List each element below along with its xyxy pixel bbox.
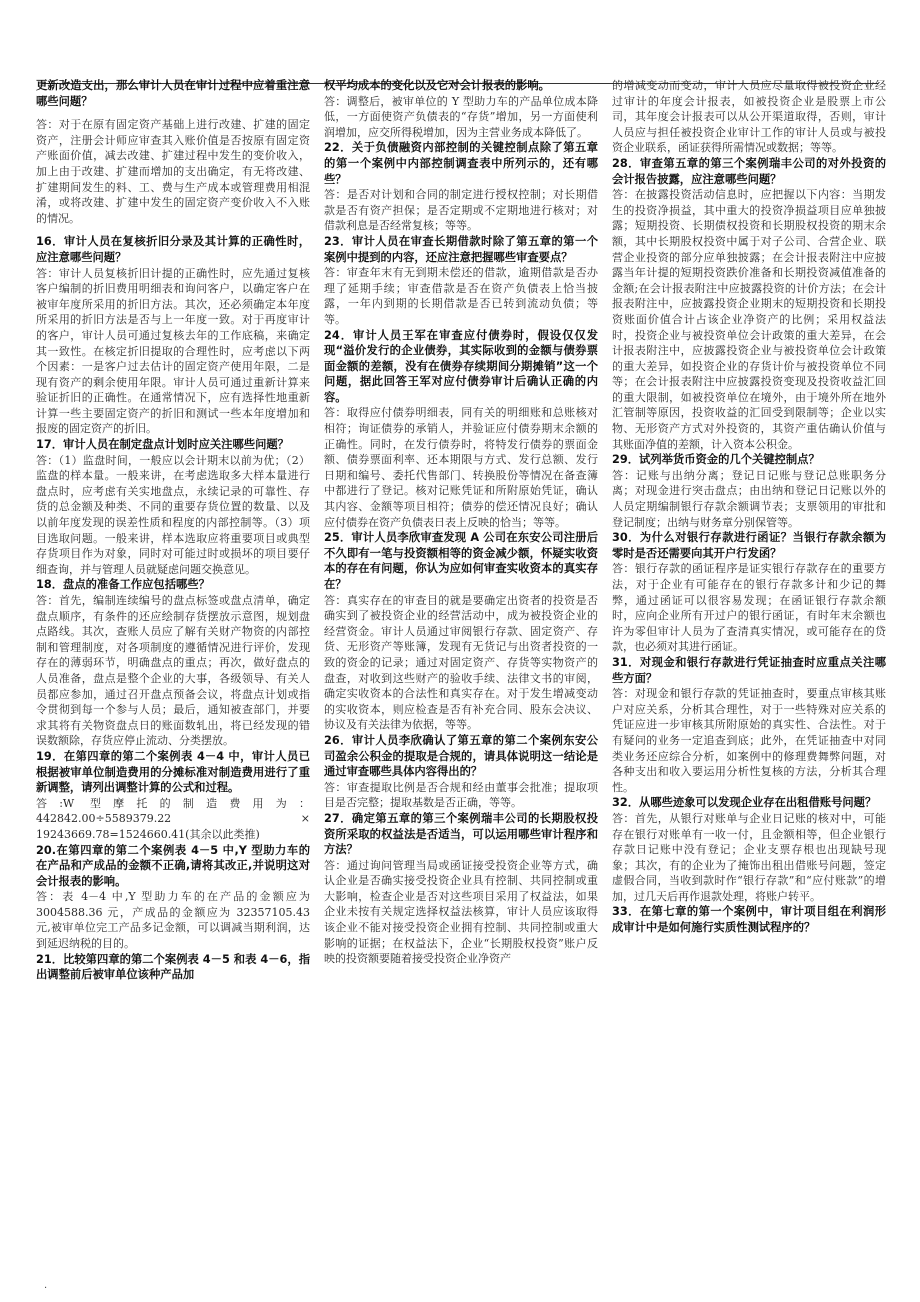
- question-heading: 更新改造支出，那么审计人员在审计过程中应着重注意哪些问题？: [36, 79, 310, 108]
- answer-paragraph: 答：调整后，被审单位的 Y 型助力车的产品单位成本降低，一方面使资产负债表的“存货”增加，另一方面使利润增加，应交所得税增加，因为主营业务成本降低了。: [324, 94, 598, 139]
- answer-paragraph: 答：银行存款的函证程序是证实银行存款存在的重要方法，对于企业有可能存在的银行存款多计和少记的舞弊，通过函证可以很容易发现；在函证银行存款余额时，应向企业所有开过户的银行函证，有时年末余额也许为零但审计人员为了查清真实情况，或可能存在的贷款，也必须对其进行函证。: [612, 562, 886, 654]
- question-heading: 31．对现金和银行存款进行凭证抽查时应重点关注哪些方面？: [612, 655, 886, 685]
- answer-paragraph: 答：对于在原有固定资产基础上进行改建、扩建的固定资产，注册会计师应审查其入账价值是否按原有固定资产账面价值，减去改建、扩建过程中发生的变价收入，加上由于改建、扩建而增加的支出确定，有无将改建、扩建期间发生的料、工、费与生产成本或管理费用相混淆，或将改建、扩建中发生的固定资产变价收入不入账的情况。: [36, 118, 310, 225]
- question-heading: 17．审计人员在制定盘点计划时应关注哪些问题？: [36, 438, 289, 452]
- question-heading: 23．审计人员在审查长期借款时除了第五章的第一个案例中提到的内容，还应注意把握哪些审查要点？: [324, 234, 598, 264]
- question-heading: 20.在第四章的第二个案例表 4－5 中,Y 型助力车的在产品和产成品的金额不正确,请将其改正,并说明这对会计报表的影响。: [36, 843, 310, 888]
- answer-paragraph: 答：在披露投资活动信息时，应把握以下内容：当期发生的投资净损益，其中重大的投资净损益项目应单独披露；短期投资、长期债权投资和长期股权投资的期末余额，其中长期股权投资中属于对子公司、合营企业、联营企业投资的部分应单独披露；在会计报表附注中应披露当年计提的短期投资跌价准备和长期投资减值准备的金额;在会计报表附注中应披露投资的计价方法；在会计报表附注中，应披露投资企业期末的短期投资和长期投资账面价值合计占该企业净资产的比例；采用权益法时，投资企业与被投资单位会计政策的重大差异，在会计报表附注中，应披露投资企业与被投资单位会计政策的重大差异，如投资企业的存货计价与被投资单位不同等；在会计报表附注中应披露投资变现及投资收益汇回的重大限制，如被投资单位在境外，由于境外所在地外汇管制等原因，投资收益的汇回受到限制等；企业以实物、无形资产方式对外投资的，其资产重估确认价值与其账面净值的差额，计入资本公积金。: [612, 188, 886, 451]
- question-heading: 27．确定第五章的第三个案例瑞丰公司的长期股权投资所采取的权益法是否适当，可以运用哪些审计程序和方法？: [324, 811, 598, 857]
- answer-paragraph: 答：真实存在的审查目的就是要确定出资者的投资是否确实到了被投资企业的经营活动中，成为被投资企业的经营资金。审计人员通过审阅银行存款、固定资产、存货、无形资产等账簿，发现有无货记与出资者投资的一致的资金的记录；通过对固定资产、存货等实物资产的盘查，对收到这些财产的验收手续、法律文书的审阅，确定实收资本的合法性和真实存在。对于发生增减变动的实收资本，则应检查是否有补充合同、股东会决议、协议及有关法律为依据，等等。: [324, 593, 598, 732]
- question-heading: 29．试列举货币资金的几个关键控制点？: [612, 453, 820, 467]
- question-heading: 26．审计人员李欣确认了第五章的第二个案例东安公司盈余公积金的提取是合规的，请具体说明这一结论是通过审查哪些具体内容得出的？: [324, 733, 598, 779]
- answer-paragraph: 答:W 型摩托的制造费用为： 442842.00÷5589379.22 × 19243669.78=1524660.41(其余以此类推): [36, 796, 310, 841]
- answer-paragraph: 答：是否对计划和合同的制定进行授权控制；对长期借款是否有资产担保；是否定期或不定期地进行核对；对借款利息是否经常复核；等等。: [324, 188, 598, 233]
- question-heading: 21．比较第四章的第二个案例表 4－5 和表 4－6，指出调整前后被审单位该种产品加: [36, 952, 310, 982]
- answer-paragraph: 答：审查提取比例是否合规和经由董事会批准；提取项目是否完整；提取基数是否正确，等等。: [324, 780, 598, 810]
- answer-paragraph: 答：记账与出纳分离；登记日记账与登记总账职务分离；对现金进行突击盘点；由出纳和登记日记账以外的人员定期编制银行存款余额调节表；支票领用的审批和登记制度；出纳与财务章分别保管等。: [612, 468, 886, 529]
- answer-paragraph: 答：审计人员复核折旧计提的正确性时，应先通过复核客户编制的折旧费用明细表和询问客户，以确定客户在被审年度所采用的折旧方法。其次，还必须确定本年度所采用的折旧方法是否与上一年度一致。对于再度审计的客户，审计人员可通过复核去年的工作底稿，来确定其一致性。在核定折旧提取的合理性时，应考虑以下两个因素：一是客户过去估计的固定资产使用年限，二是现有资产的剩余使用年限。审计人员可通过重新计算来验证折旧的正确性。在通常情况下，应有选择性地重新计算一些主要固定资产的折旧和测试一些本年度增加和报废的固定资产的折旧。: [36, 266, 310, 436]
- answer-paragraph: 答：首先，从银行对账单与企业日记账的核对中，可能存在银行对账单有一收一付，且金额相等，但企业银行存款日记账中没有登记；企业支票存根也出现缺号现象；其次，有的企业为了掩饰出租出借账号问题，签定虚假合同，当收到款时作“银行存款”和“应付账款”的增加，过几天后再作退款处理，将账户转平。: [612, 811, 886, 903]
- answer-paragraph: 答：首先，编制连续编号的盘点标签或盘点清单，确定盘点顺序，有条件的还应绘制存货摆放示意图，规划盘点路线。其次，查账人员应了解有关财产物资的内部控制和管理制度，对各项制度的遵循情况进行评价，发现存在的薄弱环节，明确盘点的重点；再次，做好盘点的人员准备，盘点是整个企业的大事，各级领导、有关人员都应参加，通过召开盘点预备会议，将盘点计划或指令贯彻到每一个参与人员；最后，通知被查部门，并要求其将有关物资盘点日的账面数轧出，将已经发现的错误数额除，存货应停止流动、分类摆放。: [36, 594, 310, 748]
- answer-paragraph: 的增减变动而变动，审计人员应尽量取得被投资企业经过审计的年度会计报表，如被投资企业是股票上市公司，其年度会计报表可以从公开渠道取得，否则，审计人员应与担任被投资企业审计工作的审计人员或与被投资企业联系，函证获得所需情况或数据；等等。: [612, 79, 886, 155]
- question-heading: 33．在第七章的第一个案例中，审计项目组在利润形成审计中是如何施行实质性测试程序的？: [612, 905, 886, 935]
- question-heading: 22．关于负债融资内部控制的关键控制点除了第五章的第一个案例中内部控制调查表中所列示的，还有哪些？: [324, 141, 598, 186]
- question-heading: 25．审计人员李欣审查发现 A 公司在东安公司注册后不久即有一笔与投资额相等的资金减少额，怀疑实收资本的存在有问题，你认为应如何审查实收资本的真实存在？: [324, 531, 598, 591]
- question-heading: 30．为什么对银行存款进行函证？当银行存款余额为零时是否还需要向其开户行发函？: [612, 531, 886, 560]
- answer-paragraph: 答：取得应付债券明细表，同有关的明细账和总账核对相符；询证债券的承销人，并验证应付债券期末余额的正确性。同时，在发行债券时，将特发行债券的票面金额、债券票面利率、还本期限与方式、发行总额、发行日期和编号、委托代售部门、转换股份等情况在备查簿中都进行了登记。核对记账凭证和所附原始凭证，确认其内容、金额等项目相符；债券的偿还情况良好；确认应付债券在资产负债表日表上反映的恰当；等等。: [324, 406, 598, 529]
- question-heading: 16．审计人员在复核折旧分录及其计算的正确性时，应注意哪些问题？: [36, 235, 310, 264]
- question-heading: 32．从哪些迹象可以发现企业存在出租借账号问题？: [612, 796, 877, 810]
- column-2: [324, 78, 598, 1268]
- question-heading: 权平均成本的变化以及它对会计报表的影响。: [324, 79, 550, 92]
- footer-mark: .: [44, 1280, 48, 1291]
- question-heading: 19．在第四章的第二个案例表 4－4 中，审计人员已根据被审单位制造费用的分摊标准对制造费用进行了重新调整，请列出调整计算的公式和过程。: [36, 749, 310, 795]
- question-heading: 18．盘点的准备工作应包括哪些？: [36, 578, 210, 592]
- paragraph-gap: [36, 109, 310, 117]
- answer-paragraph: 答：（1）监盘时间，一般应以会计期末以前为优；（2）监盘的样本量。一般来讲，在考虑选取多大样本量进行盘点时，应考虑有关实地盘点，永续记录的可靠性、存货的总金额及种类、不同的重要存货位置的数量、以及以前年度发现的误差性质和程度的内部控制等。（3）项目选取问题。一般来讲，样本选取应将重要项目或典型存货项目作为对象，同时对可能过时或损坏的项目要仔细查询，并与管理人员就疑虑问题交换意见。: [36, 453, 310, 576]
- answer-paragraph: 答：审查年末有无到期未偿还的借款，逾期借款是否办理了延期手续；审查借款是否在资产负债表上恰当披露，一年内到期的长期借款是否已转到流动负债；等等。: [324, 266, 598, 326]
- three-column-body: [36, 78, 886, 1268]
- question-heading: 28．审查第五章的第三个案例瑞丰公司的对外投资的会计报告披露，应注意哪些问题？: [612, 156, 886, 186]
- answer-paragraph: 答：对现金和银行存款的凭证抽查时，要重点审核其账户对应关系，分析其合理性，对于一些特殊对应关系的凭证应进一步审核其所附原始的真实性、合法性。对于有疑问的业务一定追查到底；此外，在凭证抽查中对同类业务还应综合分析，如案例中的修理费舞弊问题，对各种支出和收入要运用分析性复核的方法，分析其合理性。: [612, 687, 886, 794]
- answer-paragraph: 答：通过询问管理当局或函证接受投资企业等方式，确认企业是否确实接受投资企业具有控制、共同控制或重大影响，检查企业是否对这些项目采用了权益法，如果企业未按有关规定选择权益法核算，审计人员应该取得该企业不能对接受投资企业拥有控制、共同控制或重大影响的证据；在权益法下，企业“长期股权投资”账户反映的投资额要随着接受投资企业净资产: [324, 858, 598, 966]
- paragraph-gap: [36, 226, 310, 234]
- question-heading: 24．审计人员王军在审查应付债券时，假设仅仅发现“溢价发行的企业债券，其实际收到的金额与债券票面金额的差额，没有在债券存续期间分期摊销”这一个问题，据此回答王军对应付债券审计后确认正确的内容。: [324, 328, 598, 404]
- document-page: [36, 78, 886, 1268]
- answer-paragraph: 答：表 4－4 中,Y 型助力车的在产品的金额应为 3004588.36 元，产成品的金额应为 32357105.43 元,被审单位完工产品多记金额，可以调减当期利润，达到延迟纳税的目的。: [36, 890, 310, 951]
- column-3: [612, 78, 886, 1268]
- column-1: [36, 78, 310, 1268]
